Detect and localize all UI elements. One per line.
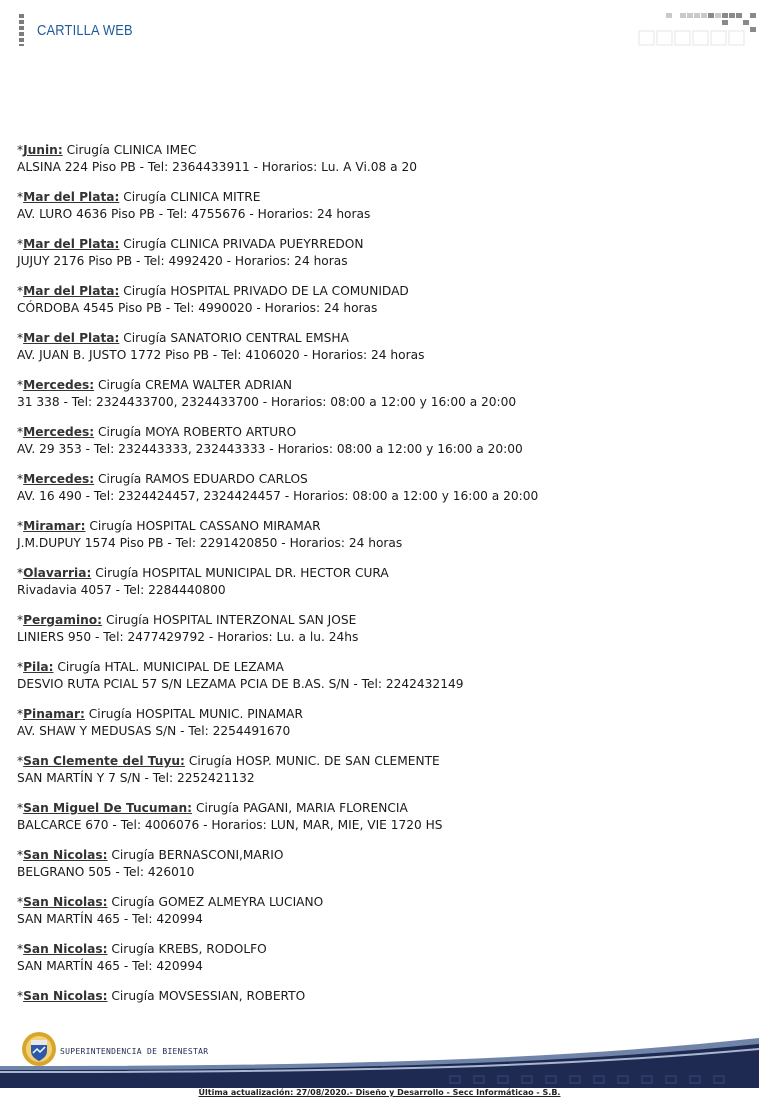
list-item	[17, 518, 747, 565]
entry-city: Pergamino:	[23, 613, 103, 627]
list-item	[17, 847, 747, 894]
list-item	[17, 565, 747, 612]
entry-service: Cirugía HOSPITAL INTERZONAL SAN JOSE	[105, 613, 357, 627]
entry-city: Mar del Plata:	[23, 284, 120, 298]
entry-heading: *Miramar: Cirugía HOSPITAL CASSANO MIRAMAR	[17, 519, 321, 533]
entry-city: San Miguel De Tucuman:	[23, 801, 193, 815]
entry-heading: *Pila: Cirugía HTAL. MUNICIPAL DE LEZAMA	[17, 660, 284, 674]
list-item	[17, 471, 747, 518]
entry-heading: *San Nicolas: Cirugía GOMEZ ALMEYRA LUCIANO	[17, 895, 324, 909]
list-item	[17, 377, 747, 424]
entry-detail: LINIERS 950 - Tel: 2477429792 - Horarios: Lu. a lu. 24hs	[17, 630, 359, 644]
footer-band	[0, 1036, 759, 1088]
list-item	[17, 706, 747, 753]
entry-detail: 31 338 - Tel: 2324433700, 2324433700 - Horarios: 08:00 a 12:00 y 16:00 a 20:00	[17, 395, 517, 409]
entry-city: Pila:	[23, 660, 54, 674]
entry-service: Cirugía HOSPITAL MUNICIPAL DR. HECTOR CURA	[95, 566, 389, 580]
entry-service: Cirugía HTAL. MUNICIPAL DE LEZAMA	[57, 660, 284, 674]
entry-service: Cirugía CREMA WALTER ADRIAN	[97, 378, 293, 392]
entry-service: Cirugía RAMOS EDUARDO CARLOS	[97, 472, 308, 486]
entry-heading: *Olavarria: Cirugía HOSPITAL MUNICIPAL DR. HECTOR CURA	[17, 566, 389, 580]
entry-heading: *Mar del Plata: Cirugía CLINICA PRIVADA PUEYRREDON	[17, 237, 364, 251]
list-item	[17, 941, 747, 988]
footer-organization: SUPERINTENDENCIA DE BIENESTAR	[60, 1047, 209, 1056]
entry-heading: *San Nicolas: Cirugía MOVSESSIAN, ROBERTO	[17, 989, 306, 1003]
entry-detail: Rivadavia 4057 - Tel: 2284440800	[17, 583, 226, 597]
entry-detail: AV. JUAN B. JUSTO 1772 Piso PB - Tel: 4106020 - Horarios: 24 horas	[17, 348, 425, 362]
entry-heading: *Mercedes: Cirugía MOYA ROBERTO ARTURO	[17, 425, 297, 439]
list-item	[17, 612, 747, 659]
entry-city: San Nicolas:	[23, 895, 108, 909]
entry-detail: J.M.DUPUY 1574 Piso PB - Tel: 2291420850 - Horarios: 24 horas	[17, 536, 403, 550]
entry-heading: *Junin: Cirugía CLINICA IMEC	[17, 143, 197, 157]
entry-city: San Clemente del Tuyu:	[23, 754, 185, 768]
entry-service: Cirugía MOVSESSIAN, ROBERTO	[111, 989, 306, 1003]
list-item	[17, 189, 747, 236]
entry-city: Mar del Plata:	[23, 190, 120, 204]
entry-city: Mercedes:	[23, 378, 95, 392]
entry-service: Cirugía CLINICA IMEC	[66, 143, 197, 157]
emblem-icon	[21, 1031, 57, 1067]
entry-heading: *Mar del Plata: Cirugía SANATORIO CENTRAL EMSHA	[17, 331, 349, 345]
entry-detail: AV. LURO 4636 Piso PB - Tel: 4755676 - Horarios: 24 horas	[17, 207, 371, 221]
entry-heading: *Mar del Plata: Cirugía CLINICA MITRE	[17, 190, 261, 204]
entry-detail: DESVIO RUTA PCIAL 57 S/N LEZAMA PCIA DE B.AS. S/N - Tel: 2242432149	[17, 677, 464, 691]
entry-city: Mercedes:	[23, 472, 95, 486]
entry-detail: BALCARCE 670 - Tel: 4006076 - Horarios: LUN, MAR, MIE, VIE 1720 HS	[17, 818, 443, 832]
entry-detail: JUJUY 2176 Piso PB - Tel: 4992420 - Horarios: 24 horas	[17, 254, 348, 268]
entry-heading: *Pergamino: Cirugía HOSPITAL INTERZONAL SAN JOSE	[17, 613, 357, 627]
directory-list	[17, 142, 747, 1035]
entry-city: San Nicolas:	[23, 848, 108, 862]
pixel-grid-icon	[636, 11, 759, 47]
page-title: CARTILLA WEB	[37, 22, 133, 39]
entry-detail: CÓRDOBA 4545 Piso PB - Tel: 4990020 - Horarios: 24 horas	[17, 301, 378, 315]
entry-detail: BELGRANO 505 - Tel: 426010	[17, 865, 195, 879]
entry-city: Miramar:	[23, 519, 86, 533]
entry-detail: AV. 29 353 - Tel: 232443333, 232443333 - Horarios: 08:00 a 12:00 y 16:00 a 20:00	[17, 442, 523, 456]
list-item	[17, 424, 747, 471]
entry-service: Cirugía HOSPITAL CASSANO MIRAMAR	[89, 519, 321, 533]
list-item	[17, 283, 747, 330]
entry-detail: AV. 16 490 - Tel: 2324424457, 2324424457 - Horarios: 08:00 a 12:00 y 16:00 a 20:00	[17, 489, 539, 503]
entry-city: San Nicolas:	[23, 989, 108, 1003]
entry-detail: SAN MARTÍN Y 7 S/N - Tel: 2252421132	[17, 771, 255, 785]
list-item	[17, 753, 747, 800]
entry-service: Cirugía CLINICA PRIVADA PUEYRREDON	[123, 237, 364, 251]
footer-update-note: Última actualización: 27/08/2020.- Diseño y Desarrollo - Secc Informáticao - S.B.	[198, 1088, 561, 1097]
entry-heading: *San Nicolas: Cirugía KREBS, RODOLFO	[17, 942, 267, 956]
entry-heading: *Pinamar: Cirugía HOSPITAL MUNIC. PINAMAR	[17, 707, 303, 721]
entry-service: Cirugía MOYA ROBERTO ARTURO	[97, 425, 297, 439]
entry-detail: ALSINA 224 Piso PB - Tel: 2364433911 - Horarios: Lu. A Vi.08 a 20	[17, 160, 417, 174]
entry-city: Mar del Plata:	[23, 331, 120, 345]
entry-service: Cirugía HOSP. MUNIC. DE SAN CLEMENTE	[188, 754, 440, 768]
entry-detail: SAN MARTÍN 465 - Tel: 420994	[17, 959, 203, 973]
entry-heading: *San Nicolas: Cirugía BERNASCONI,MARIO	[17, 848, 284, 862]
list-item	[17, 236, 747, 283]
entry-service: Cirugía HOSPITAL MUNIC. PINAMAR	[88, 707, 303, 721]
header-bar-icon	[19, 14, 24, 46]
entry-city: Olavarria:	[23, 566, 92, 580]
list-item	[17, 894, 747, 941]
list-item	[17, 659, 747, 706]
entry-service: Cirugía KREBS, RODOLFO	[111, 942, 267, 956]
entry-heading: *Mercedes: Cirugía CREMA WALTER ADRIAN	[17, 378, 293, 392]
list-item	[17, 988, 747, 1035]
entry-detail: AV. SHAW Y MEDUSAS S/N - Tel: 2254491670	[17, 724, 291, 738]
list-item	[17, 330, 747, 377]
entry-heading: *San Miguel De Tucuman: Cirugía PAGANI, MARIA FLORENCIA	[17, 801, 408, 815]
entry-service: Cirugía CLINICA MITRE	[123, 190, 261, 204]
entry-heading: *Mar del Plata: Cirugía HOSPITAL PRIVADO DE LA COMUNIDAD	[17, 284, 409, 298]
entry-service: Cirugía HOSPITAL PRIVADO DE LA COMUNIDAD	[123, 284, 409, 298]
entry-city: San Nicolas:	[23, 942, 108, 956]
entry-heading: *San Clemente del Tuyu: Cirugía HOSP. MUNIC. DE SAN CLEMENTE	[17, 754, 440, 768]
entry-city: Mercedes:	[23, 425, 95, 439]
entry-heading: *Mercedes: Cirugía RAMOS EDUARDO CARLOS	[17, 472, 308, 486]
entry-service: Cirugía BERNASCONI,MARIO	[111, 848, 284, 862]
entry-city: Junin:	[23, 143, 63, 157]
entry-detail: SAN MARTÍN 465 - Tel: 420994	[17, 912, 203, 926]
entry-service: Cirugía GOMEZ ALMEYRA LUCIANO	[111, 895, 324, 909]
list-item	[17, 142, 747, 189]
entry-service: Cirugía SANATORIO CENTRAL EMSHA	[123, 331, 349, 345]
entry-service: Cirugía PAGANI, MARIA FLORENCIA	[195, 801, 408, 815]
entry-city: Mar del Plata:	[23, 237, 120, 251]
page-header	[0, 0, 759, 60]
list-item	[17, 800, 747, 847]
entry-city: Pinamar:	[23, 707, 85, 721]
